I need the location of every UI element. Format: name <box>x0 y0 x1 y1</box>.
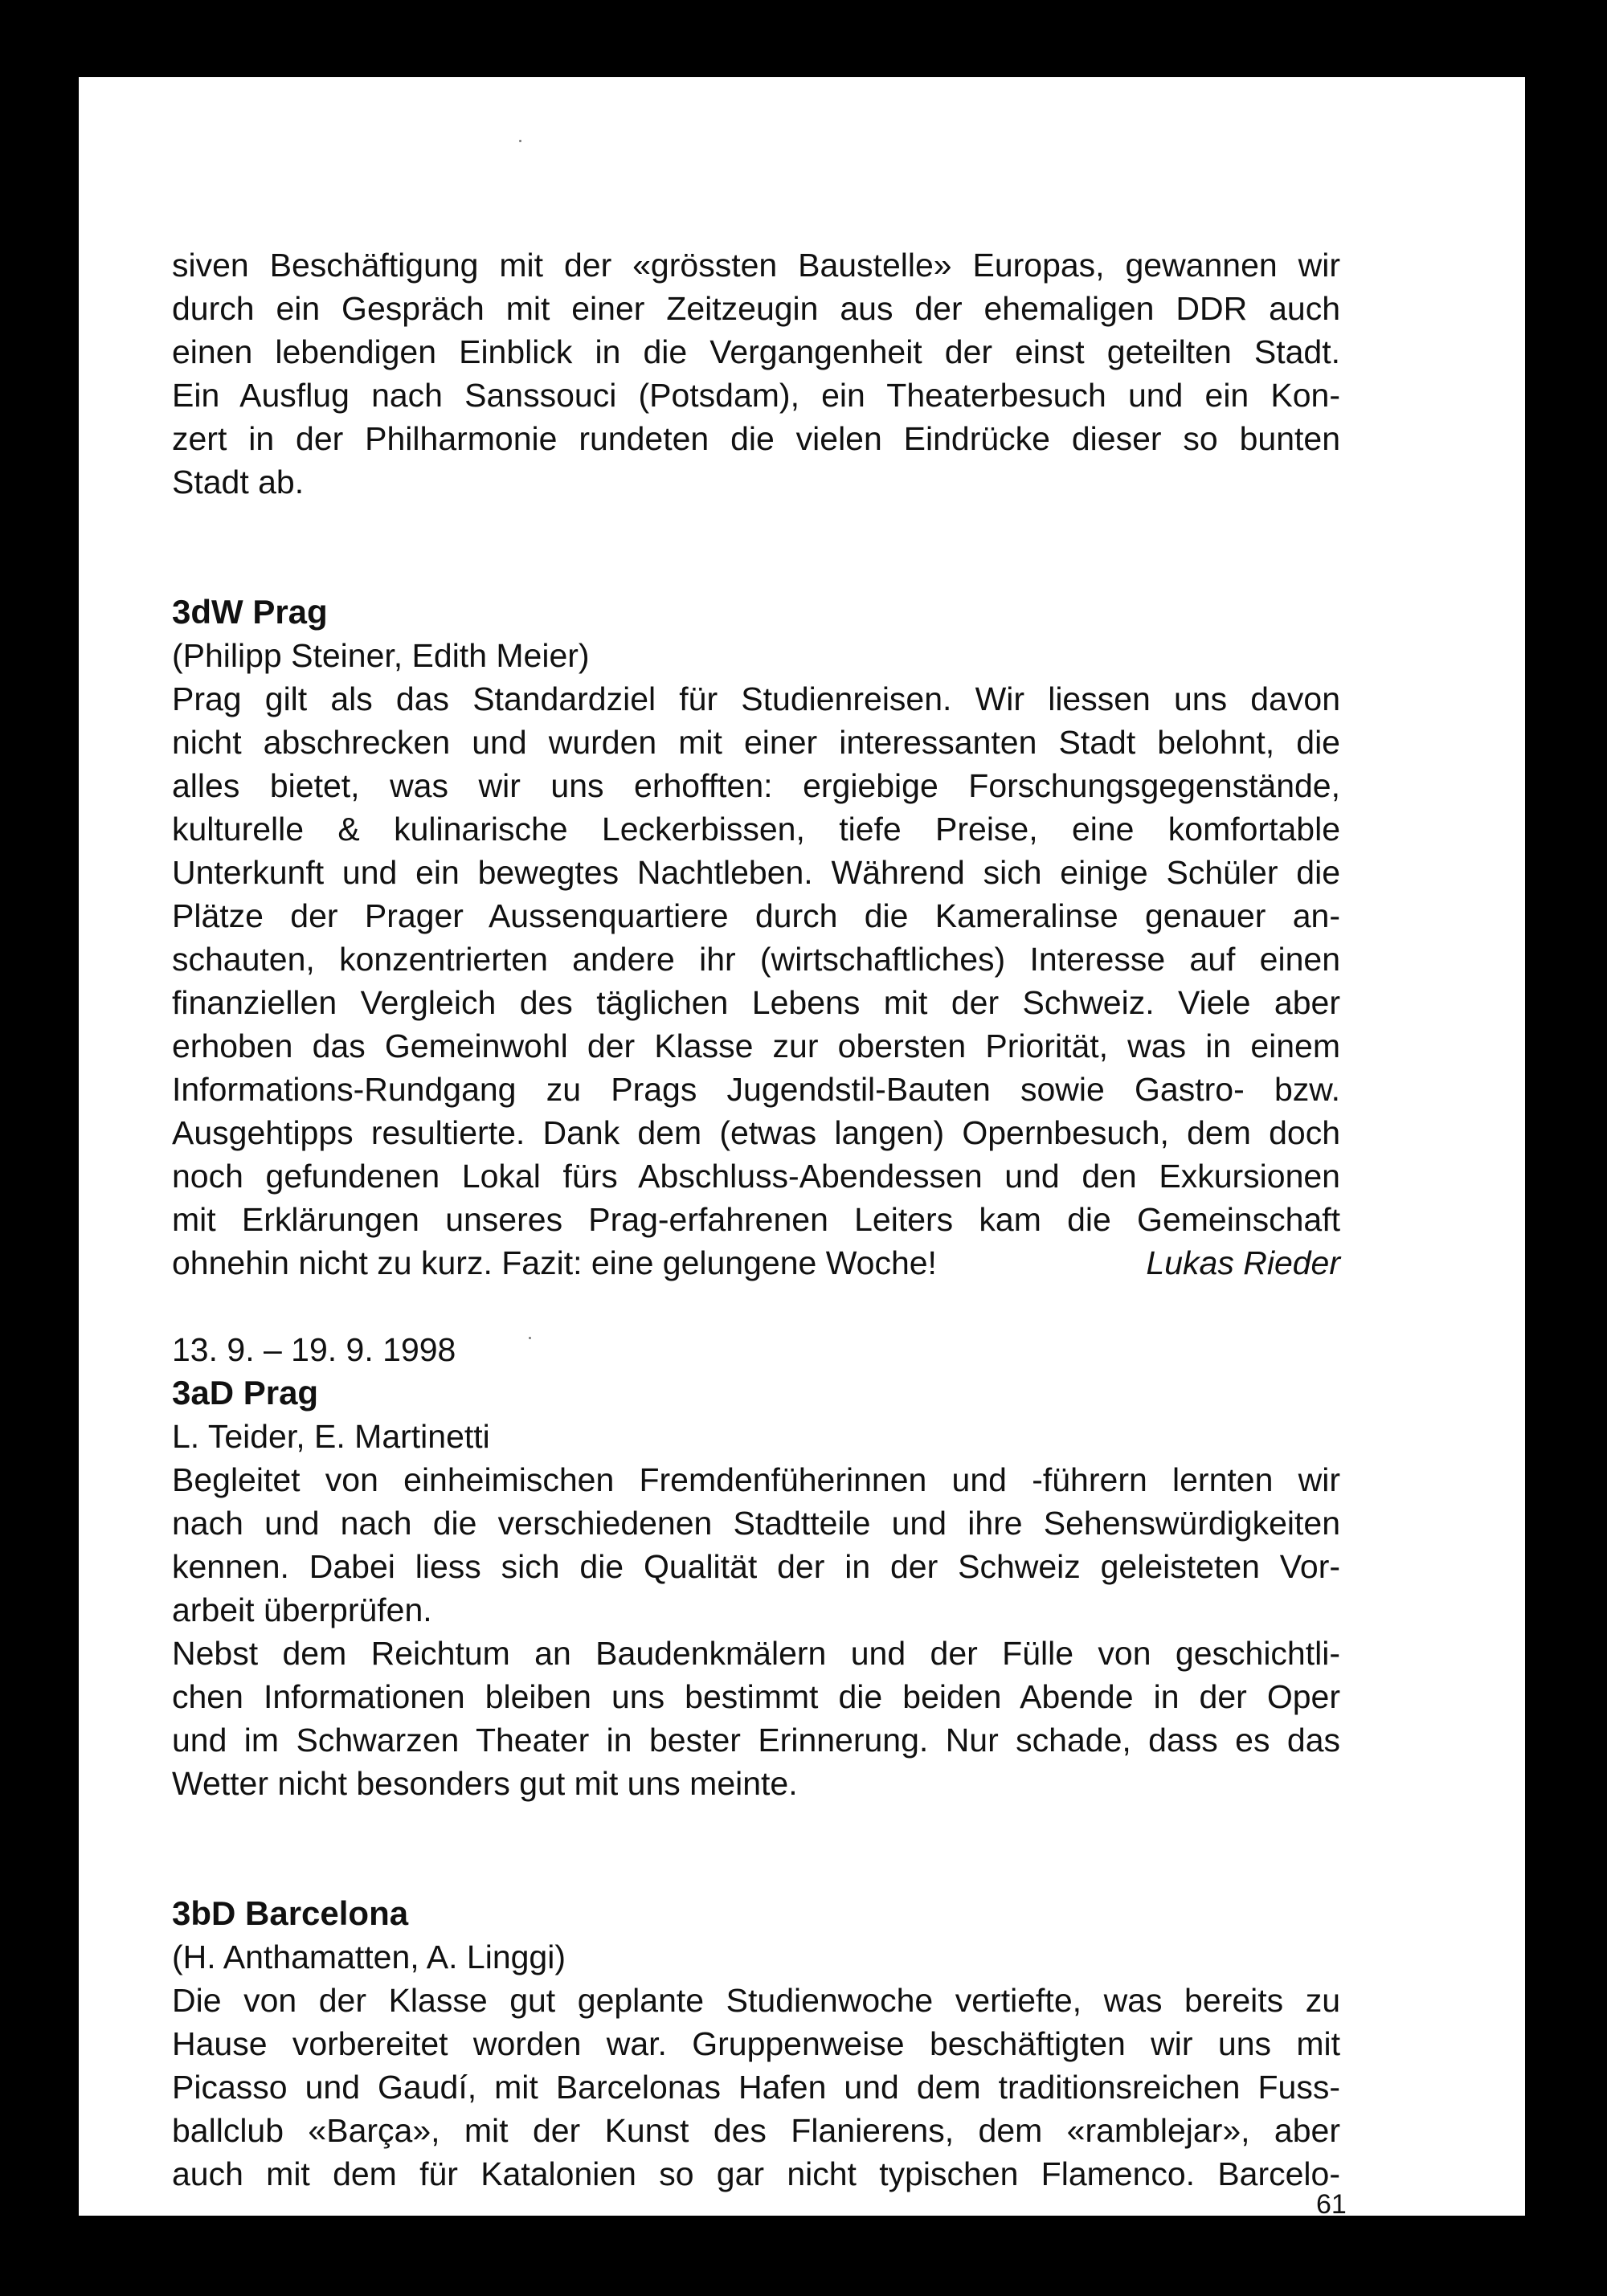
text-line: Picasso und Gaudí, mit Barcelonas Hafen und dem traditionsreichen Fuss- <box>172 2069 1340 2106</box>
author-signature: Lukas Rieder <box>1146 1244 1340 1281</box>
page <box>79 77 1525 2220</box>
text-line: Begleitet von einheimischen Fremdenfüherinnen und -führern lernten wir <box>172 1461 1340 1498</box>
section-3bd-barcelona <box>172 1892 1340 2196</box>
text-line: zert in der Philharmonie rundeten die vielen Eindrücke dieser so bunten <box>172 420 1340 457</box>
section-heading: 3bD Barcelona <box>172 1894 409 1932</box>
text-line: Die von der Klasse gut geplante Studienwoche vertiefte, was bereits zu <box>172 1982 1340 2019</box>
section-heading: 3dW Prag <box>172 593 328 631</box>
text-line-with-signature <box>172 1241 1340 1285</box>
section-3ad-prag <box>172 1328 1340 1805</box>
text-line: nach und nach die verschiedenen Stadtteile und ihre Sehenswürdigkeiten <box>172 1505 1340 1542</box>
text-line: erhoben das Gemeinwohl der Klasse zur obersten Priorität, was in einem <box>172 1027 1340 1064</box>
text-line: Ausgehtipps resultierte. Dank dem (etwas langen) Opernbesuch, dem doch <box>172 1114 1340 1151</box>
text-line: Informations-Rundgang zu Prags Jugendstil-Bauten sowie Gastro- bzw. <box>172 1071 1340 1108</box>
text-line: Prag gilt als das Standardziel für Studienreisen. Wir liessen uns davon <box>172 680 1340 717</box>
text-line: mit Erklärungen unseres Prag-erfahrenen Leiters kam die Gemeinschaft <box>172 1201 1340 1238</box>
text-line: ohnehin nicht zu kurz. Fazit: eine gelungene Woche! <box>172 1244 937 1281</box>
speck <box>519 140 521 142</box>
text-line: kennen. Dabei liess sich die Qualität der in der Schweiz geleisteten Vor- <box>172 1548 1340 1585</box>
text-line: Plätze der Prager Aussenquartiere durch die Kameralinse genauer an- <box>172 897 1340 934</box>
text-line: Stadt ab. <box>172 464 305 500</box>
section-3dw-prag <box>172 590 1340 1285</box>
text-column <box>172 243 1340 2196</box>
text-line: Hause vorbereitet worden war. Gruppenweise beschäftigten wir uns mit <box>172 2025 1340 2062</box>
text-line: finanziellen Vergleich des täglichen Lebens mit der Schweiz. Viele aber <box>172 984 1340 1021</box>
text-line: arbeit überprüfen. <box>172 1591 432 1628</box>
page-number: 61 <box>1316 2189 1347 2220</box>
text-line: und im Schwarzen Theater in bester Erinnerung. Nur schade, dass es das <box>172 1722 1340 1759</box>
text-line: Ein Ausflug nach Sanssouci (Potsdam), ein Theaterbesuch und ein Kon- <box>172 377 1340 414</box>
text-line: durch ein Gespräch mit einer Zeitzeugin aus der ehemaligen DDR auch <box>172 290 1340 327</box>
text-line: Nebst dem Reichtum an Baudenkmälern und der Fülle von geschichtli- <box>172 1635 1340 1672</box>
section-heading: 3aD Prag <box>172 1374 319 1412</box>
text-line: einen lebendigen Einblick in die Vergangenheit der einst geteilten Stadt. <box>172 333 1340 370</box>
text-line: Wetter nicht besonders gut mit uns meinte. <box>172 1765 798 1802</box>
text-line: schauten, konzentrierten andere ihr (wirtschaftliches) Interesse auf einen <box>172 941 1340 978</box>
text-line: ballclub «Barça», mit der Kunst des Flanierens, dem «ramblejar», aber <box>172 2112 1340 2149</box>
text-line: noch gefundenen Lokal fürs Abschluss-Abendessen und den Exkursionen <box>172 1158 1340 1195</box>
text-line: nicht abschrecken und wurden mit einer interessanten Stadt belohnt, die <box>172 724 1340 761</box>
text-line: auch mit dem für Katalonien so gar nicht typischen Flamenco. Barcelo- <box>172 2155 1340 2192</box>
text-line: siven Beschäftigung mit der «grössten Baustelle» Europas, gewannen wir <box>172 247 1340 284</box>
section-teachers: L. Teider, E. Martinetti <box>172 1418 490 1455</box>
text-line: alles bietet, was wir uns erhofften: ergiebige Forschungsgegenstände, <box>172 767 1340 804</box>
section-date: 13. 9. – 19. 9. 1998 <box>172 1331 456 1368</box>
section-teachers: (Philipp Steiner, Edith Meier) <box>172 637 590 674</box>
text-line: chen Informationen bleiben uns bestimmt die beiden Abende in der Oper <box>172 1678 1340 1715</box>
section-teachers: (H. Anthamatten, A. Linggi) <box>172 1939 566 1975</box>
intro-paragraph <box>172 243 1340 504</box>
text-line: kulturelle & kulinarische Leckerbissen, tiefe Preise, eine komfortable <box>172 811 1340 848</box>
text-line: Unterkunft und ein bewegtes Nachtleben. Während sich einige Schüler die <box>172 854 1340 891</box>
